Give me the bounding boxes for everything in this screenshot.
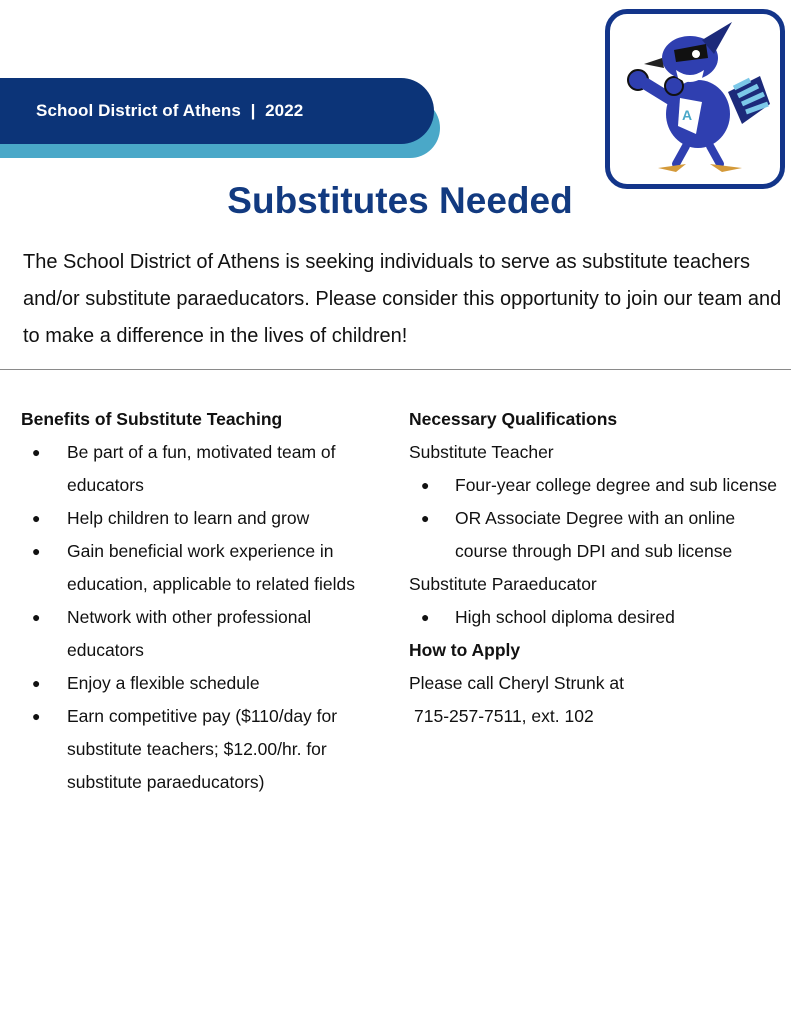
substitute-teacher-label: Substitute Teacher [409,442,554,462]
svg-text:A: A [682,107,693,123]
teacher-qualifications-list [409,469,779,568]
list-item: ● Enjoy a flexible schedule [21,667,386,700]
para-qualifications-list [409,601,779,634]
benefits-heading: Benefits of Substitute Teaching [21,409,283,429]
substitute-paraeducator-label: Substitute Paraeducator [409,574,597,594]
blue-jay-mascot-icon [605,9,785,189]
benefits-section [21,403,386,799]
list-item: ● Gain beneficial work experience in education, applicable to related fields [21,535,386,601]
list-item: ● Four-year college degree and sub license [409,469,779,502]
list-item: ● Network with other professional educators [21,601,386,667]
intro-paragraph: The School District of Athens is seeking individuals to serve as substitute teachers and/or substitute paraeducators. Please consider this opportunity to join our team and to make a difference in the lives of children! [23,251,782,347]
apply-instruction: Please call Cheryl Strunk at [409,673,624,693]
section-divider [0,369,791,370]
banner-blue-bar [0,78,434,144]
qualifications-heading: Necessary Qualifications [409,409,618,429]
banner-text: School District of Athens | 2022 [36,101,304,120]
list-item: ● OR Associate Degree with an online course through DPI and sub license [409,502,779,568]
list-item: ● Help children to learn and grow [21,502,386,535]
page-title: Substitutes Needed [227,180,573,221]
how-to-apply-heading: How to Apply [409,640,521,660]
list-item: ● Be part of a fun, motivated team of educators [21,436,386,502]
benefits-list [21,436,386,799]
header-banner [0,78,440,160]
list-item: ● High school diploma desired [409,601,779,634]
list-item: ● Earn competitive pay ($110/day for substitute teachers; $12.00/hr. for substitute paraeducators) [21,700,386,799]
qualifications-section [409,403,779,733]
apply-phone-number: 715-257-7511, ext. 102 [414,706,594,726]
